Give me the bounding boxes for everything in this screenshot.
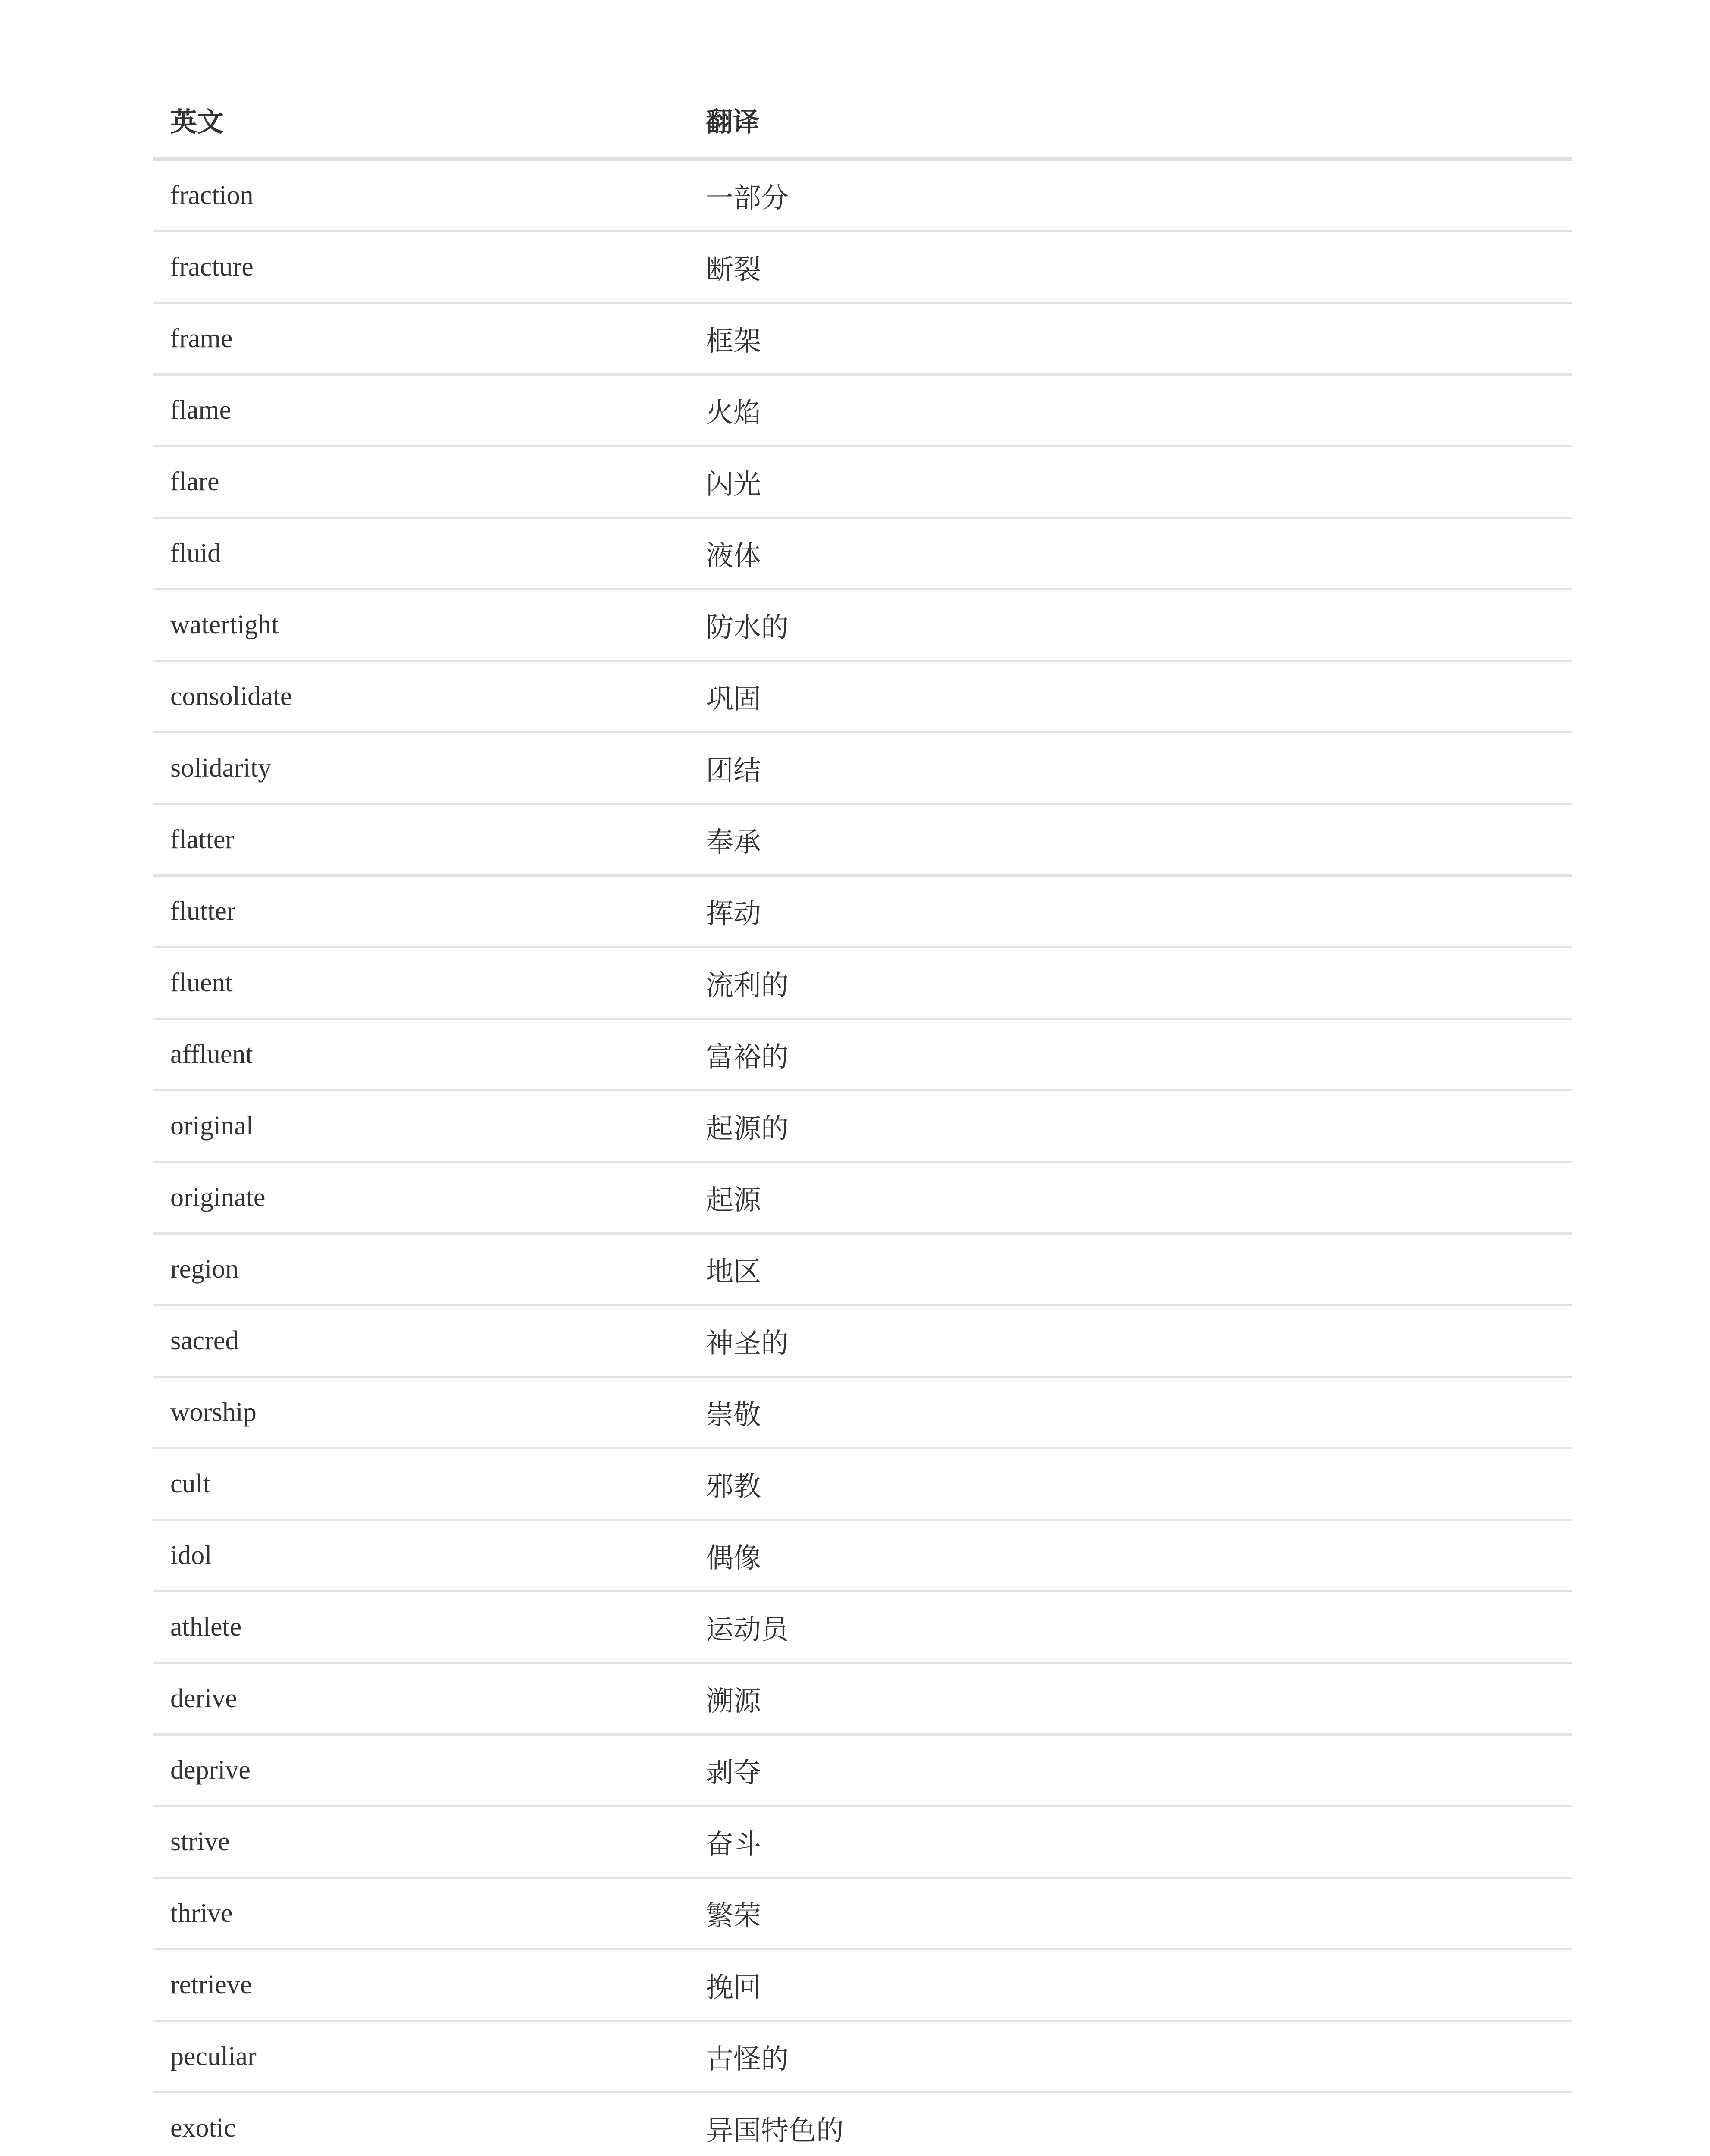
english-word-cell: flare bbox=[153, 446, 689, 518]
table-row bbox=[153, 375, 1572, 446]
table-row bbox=[153, 2021, 1572, 2093]
table-row bbox=[153, 303, 1572, 375]
translation-cell: 流利的 bbox=[689, 947, 1572, 1019]
translation-cell: 起源的 bbox=[689, 1091, 1572, 1162]
table-row bbox=[153, 661, 1572, 733]
english-word-cell: idol bbox=[153, 1520, 689, 1592]
english-word-cell: consolidate bbox=[153, 661, 689, 733]
english-word-cell: fraction bbox=[153, 159, 689, 232]
translation-cell: 剥夺 bbox=[689, 1735, 1572, 1806]
translation-cell: 神圣的 bbox=[689, 1305, 1572, 1377]
english-word-cell: peculiar bbox=[153, 2021, 689, 2093]
translation-cell: 挽回 bbox=[689, 1949, 1572, 2021]
english-word-cell: watertight bbox=[153, 589, 689, 661]
english-word-cell: thrive bbox=[153, 1878, 689, 1949]
table-row bbox=[153, 1592, 1572, 1663]
table-row bbox=[153, 1878, 1572, 1949]
table-row bbox=[153, 947, 1572, 1019]
translation-cell: 繁荣 bbox=[689, 1878, 1572, 1949]
table-row bbox=[153, 589, 1572, 661]
english-word-cell: frame bbox=[153, 303, 689, 375]
translation-cell: 断裂 bbox=[689, 232, 1572, 303]
table-row bbox=[153, 1091, 1572, 1162]
table-row bbox=[153, 1162, 1572, 1234]
table-row bbox=[153, 1949, 1572, 2021]
translation-cell: 古怪的 bbox=[689, 2021, 1572, 2093]
translation-cell: 地区 bbox=[689, 1234, 1572, 1305]
table-body bbox=[153, 159, 1572, 2156]
english-word-cell: sacred bbox=[153, 1305, 689, 1377]
translation-cell: 邪教 bbox=[689, 1448, 1572, 1520]
translation-cell: 防水的 bbox=[689, 589, 1572, 661]
translation-cell: 一部分 bbox=[689, 159, 1572, 232]
english-word-cell: retrieve bbox=[153, 1949, 689, 2021]
translation-cell: 团结 bbox=[689, 733, 1572, 804]
translation-cell: 运动员 bbox=[689, 1592, 1572, 1663]
translation-cell: 闪光 bbox=[689, 446, 1572, 518]
english-word-cell: fracture bbox=[153, 232, 689, 303]
english-word-cell: originate bbox=[153, 1162, 689, 1234]
english-word-cell: affluent bbox=[153, 1019, 689, 1091]
translation-cell: 偶像 bbox=[689, 1520, 1572, 1592]
table-row bbox=[153, 1377, 1572, 1448]
vocabulary-table bbox=[153, 82, 1572, 2156]
column-header-english: 英文 bbox=[153, 82, 689, 159]
english-word-cell: exotic bbox=[153, 2093, 689, 2156]
table-header bbox=[153, 82, 1572, 159]
header-row bbox=[153, 82, 1572, 159]
english-word-cell: derive bbox=[153, 1663, 689, 1735]
english-word-cell: strive bbox=[153, 1806, 689, 1878]
english-word-cell: flame bbox=[153, 375, 689, 446]
translation-cell: 奋斗 bbox=[689, 1806, 1572, 1878]
translation-cell: 崇敬 bbox=[689, 1377, 1572, 1448]
translation-cell: 挥动 bbox=[689, 876, 1572, 947]
translation-cell: 起源 bbox=[689, 1162, 1572, 1234]
table-row bbox=[153, 1234, 1572, 1305]
table-row bbox=[153, 232, 1572, 303]
english-word-cell: athlete bbox=[153, 1592, 689, 1663]
column-header-translation: 翻译 bbox=[689, 82, 1572, 159]
table-row bbox=[153, 1520, 1572, 1592]
english-word-cell: deprive bbox=[153, 1735, 689, 1806]
translation-cell: 火焰 bbox=[689, 375, 1572, 446]
table-row bbox=[153, 733, 1572, 804]
table-row bbox=[153, 1019, 1572, 1091]
table-row bbox=[153, 1806, 1572, 1878]
table-row bbox=[153, 446, 1572, 518]
english-word-cell: original bbox=[153, 1091, 689, 1162]
table-row bbox=[153, 876, 1572, 947]
translation-cell: 巩固 bbox=[689, 661, 1572, 733]
translation-cell: 异国特色的 bbox=[689, 2093, 1572, 2156]
english-word-cell: flatter bbox=[153, 804, 689, 876]
english-word-cell: region bbox=[153, 1234, 689, 1305]
english-word-cell: worship bbox=[153, 1377, 689, 1448]
english-word-cell: fluid bbox=[153, 518, 689, 589]
english-word-cell: solidarity bbox=[153, 733, 689, 804]
translation-cell: 富裕的 bbox=[689, 1019, 1572, 1091]
table-row bbox=[153, 1735, 1572, 1806]
english-word-cell: fluent bbox=[153, 947, 689, 1019]
translation-cell: 溯源 bbox=[689, 1663, 1572, 1735]
table-row bbox=[153, 804, 1572, 876]
table-row bbox=[153, 1448, 1572, 1520]
translation-cell: 奉承 bbox=[689, 804, 1572, 876]
translation-cell: 框架 bbox=[689, 303, 1572, 375]
table-row bbox=[153, 2093, 1572, 2156]
translation-cell: 液体 bbox=[689, 518, 1572, 589]
table-row bbox=[153, 1305, 1572, 1377]
table-row bbox=[153, 518, 1572, 589]
english-word-cell: cult bbox=[153, 1448, 689, 1520]
table-row bbox=[153, 159, 1572, 232]
table-row bbox=[153, 1663, 1572, 1735]
english-word-cell: flutter bbox=[153, 876, 689, 947]
